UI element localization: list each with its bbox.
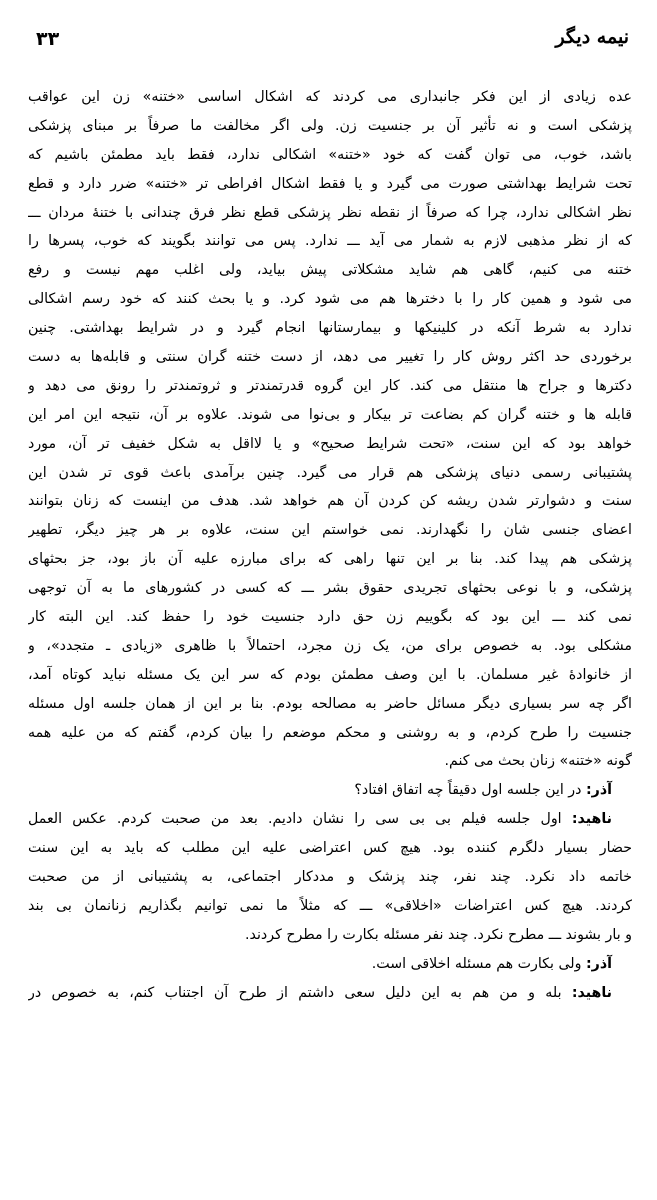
text-line [28,227,632,256]
page-header [28,26,629,56]
line-text: خاتمه داد نکرد. چند نفر، چند پزشک و مددکار اجتماعی، به پشتیبانی از من صحبت [28,869,632,886]
line-text: اعضای جنسی شان را نگهدارند. نمی خواستم این سنت، علاوه بر هر چیز دیگر، تطهیر [28,522,632,539]
text-line [28,256,632,285]
text-line [28,834,632,863]
dialogue-line [28,979,632,1008]
line-text: حضار بسیار دلگرم کننده بود. هیچ کس اعتراضی علیه این مطلب که باید به این سنت [28,840,632,857]
text-line [28,199,632,228]
text-line [28,372,632,401]
line-text: سنت و دشوارتر شدن ریشه کن کردن آن هم خواهد شد. هدف من اینست که زنان بتوانند [28,493,632,510]
text-line [28,459,632,488]
dialogue-line [28,950,632,979]
line-text: می شود و همین کار را با دخترها هم می شود کرد. و یا بحث کنند که خود رسم اشکالی [28,291,632,308]
speaker-label: ناهید: [571,984,612,1001]
text-line [28,921,632,950]
line-text: ختنه می کنیم، گاهی هم شاید مشکلاتی پیش بیاید، ولی اغلب مهم نیست و رفع [28,262,632,279]
line-text: پشتیبانی رسمی دنیای پزشکی هم قرار می گیرد. چنین برآمدی باعث قوی تر شدن این [28,464,632,481]
line-text: گونه «ختنه» زنان بحث می کنم. [444,753,632,770]
line-text: دکترها و جراح ها منتقل می کند. کار این گروه قدرتمندتر و ثروتمندتر را رونق می دهد و [28,377,632,394]
line-text: نمی کند ـــ این بود که بگوییم زن حق دارد جنسیت خود را حفظ کند. این البته کار [28,609,632,626]
line-text: باشد، خوب، می توان گفت که خود «ختنه» اشکالی ندارد، فقط باید مطمئن باشیم که [28,146,632,163]
text-line [28,141,632,170]
text-line [28,83,632,112]
text-line [28,170,632,199]
dialogue-line [28,805,632,834]
text-line [28,516,632,545]
line-text: که از نظر مذهبی لازم به شمار می آید ـــ ندارد. پس می توانند بگویند که خوب، پسرها را [28,233,632,250]
running-title: نیمه دیگر [555,26,629,48]
text-line [28,574,632,603]
text-line [28,863,632,892]
line-text: پزشکی، و با نوعی بحثهای تجریدی حقوق بشر ـــ که کسی در کشورهای ما به آن توجهی [28,580,632,597]
text-line [28,690,632,719]
line-text: قابله ها و ختنه گران کم بضاعت تر بیکار و بی‌نوا می شوند. علاوه بر آن، نتیجه این امر این [28,406,632,423]
text-line [28,401,632,430]
line-text: در این جلسه اول دقیقاً چه اتفاق افتاد؟ [354,782,586,799]
line-text: کردند. هیچ کس اعتراضات «اخلاقی» ـــ که مثلاً ما نمی توانیم بگذاریم زنانمان بی بند [28,897,632,914]
line-text: و بار بشوند ـــ مطرح نکرد. چند نفر مسئله بکارت را مطرح کردند. [245,926,632,943]
text-line [28,343,632,372]
line-text: اگر چه سر بسیاری دیگر مسائل حاضر به مصالحه بودم. بنا بر این از همان جلسه اول مسئله [28,695,632,712]
line-text: ندارد به شرط آنکه در کلینیکها و بیمارستانها انجام گیرد و در شرایط بهداشتی. چنین [28,320,632,337]
line-text: تحت شرایط بهداشتی صورت می گیرد و یا فقط اشکال افراطی تر «ختنه» ضرر دارد و قطع [28,175,632,192]
text-line [28,487,632,516]
line-text: خواهد بود که این سنت، «تحت شرایط صحیح» و یا لااقل به شکل خفیف تر آن، مورد [28,435,632,452]
line-text: پزشکی هم پیدا کند. بنا بر این تنها راهی که برای مبارزه علیه آن باز بود، جز بحثهای [28,551,632,568]
dialogue-line [28,776,632,805]
line-text: پزشکی است و نه تأثیر آن بر جنسیت زن. ولی اگر مخالفت ما صرفاً بر مبنای پزشکی [28,117,632,134]
line-text: عده زیادی از این فکر جانبداری می کردند که اشکال اساسی «ختنه» زن این عواقب [28,89,632,105]
text-line [28,314,632,343]
text-line [28,603,632,632]
line-text: از خانوادهٔ غیر مسلمان. با این وصف مطمئن بودم که سر این یک مسئله نباید کوتاه آمد، [28,666,632,683]
line-text: جنسیت را طرح کردم، و به روشنی و محکم موضعم را بیان کردم، گفتم که من علیه همه [28,724,632,741]
line-text: اول جلسه فیلم بی بی سی را نشان دادیم. بعد من صحبت کردم. عکس العمل [28,811,572,828]
line-text: نظر اشکالی ندارد، چرا که صرفاً از نقطه نظر پزشکی قطع نظر فرق چندانی با ختنهٔ مردان ـــ [28,204,632,221]
line-text: برخوردی حد اکثر روش کار را تغییر می دهد، از دست ختنه گران سنتی و قابله‌ها به دست [28,349,632,366]
text-line [28,632,632,661]
text-line [28,545,632,574]
page-number: ۳۳ [36,28,60,50]
line-text: ولی بکارت هم مسئله اخلاقی است. [371,955,586,972]
text-line [28,892,632,921]
speaker-label: آذر: [586,782,612,799]
text-line [28,719,632,748]
body-text [28,83,632,1008]
line-text: مشکلی بود. به خصوص برای من، یک زن مجرد، احتمالاً با ظاهری «زیادی ـ متجدد»، و [28,637,632,654]
text-line [28,112,632,141]
line-text: بله و من هم به این دلیل سعی داشتم از طرح آن اجتناب کنم، به خصوص در [28,984,572,1001]
text-line [28,285,632,314]
speaker-label: آذر: [586,955,612,972]
text-line [28,430,632,459]
text-line [28,661,632,690]
text-line [28,747,632,776]
speaker-label: ناهید: [571,811,612,828]
